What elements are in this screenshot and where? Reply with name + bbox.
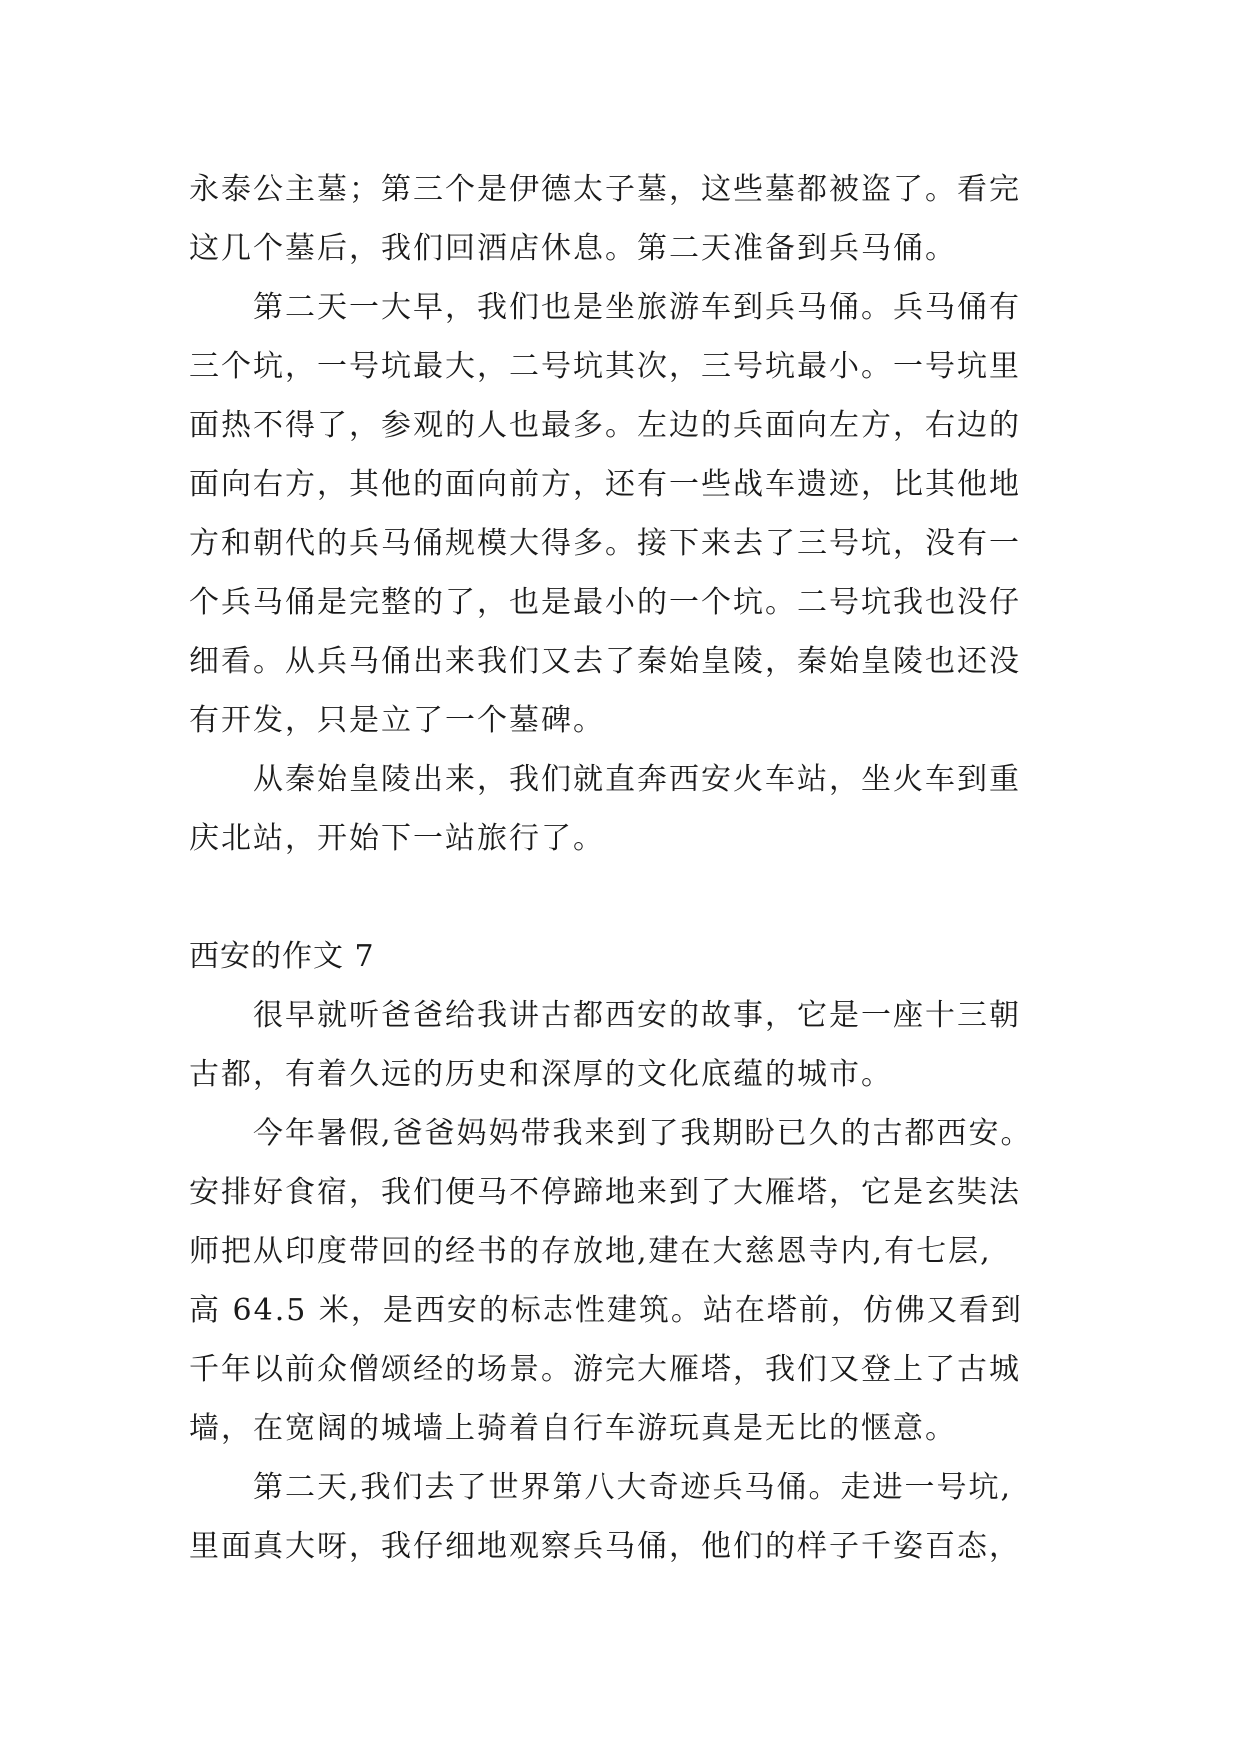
text-line: 有开发，只是立了一个墓碑。	[189, 703, 605, 738]
text-line: 安排好食宿，我们便马不停蹄地来到了大雁塔，它是玄奘法	[189, 1175, 1021, 1210]
text-line: 第二天,我们去了世界第八大奇迹兵马俑。走进一号坑,	[253, 1470, 1013, 1505]
text-line: 细看。从兵马俑出来我们又去了秦始皇陵，秦始皇陵也还没	[189, 644, 1021, 679]
paragraph	[189, 160, 1051, 278]
text-line: 很早就听爸爸给我讲古都西安的故事，它是一座十三朝	[253, 998, 1021, 1033]
paragraph	[189, 278, 1051, 750]
paragraph	[189, 750, 1051, 868]
paragraph	[189, 1458, 1051, 1576]
text-line: 古都，有着久远的历史和深厚的文化底蕴的城市。	[189, 1057, 893, 1092]
text-line: 三个坑，一号坑最大，二号坑其次，三号坑最小。一号坑里	[189, 349, 1021, 384]
text-line: 高 64.5 米，是西安的标志性建筑。站在塔前，仿佛又看到	[189, 1293, 1023, 1328]
section-heading	[189, 927, 1051, 986]
paragraph	[189, 986, 1051, 1104]
text-line: 里面真大呀，我仔细地观察兵马俑，他们的样子千姿百态，	[189, 1529, 1021, 1564]
text-line: 方和朝代的兵马俑规模大得多。接下来去了三号坑，没有一	[189, 526, 1021, 561]
text-line: 个兵马俑是完整的了，也是最小的一个坑。二号坑我也没仔	[189, 585, 1021, 620]
text-line: 永泰公主墓；第三个是伊德太子墓，这些墓都被盗了。看完	[189, 172, 1021, 207]
text-line: 面向右方，其他的面向前方，还有一些战车遗迹，比其他地	[189, 467, 1021, 502]
text-line: 千年以前众僧颂经的场景。游完大雁塔，我们又登上了古城	[189, 1352, 1021, 1387]
document-body	[189, 160, 1051, 1576]
text-line: 从秦始皇陵出来，我们就直奔西安火车站，坐火车到重	[253, 762, 1021, 797]
text-line: 面热不得了，参观的人也最多。左边的兵面向左方，右边的	[189, 408, 1021, 443]
heading-text: 西安的作文 7	[189, 939, 375, 974]
text-line: 庆北站，开始下一站旅行了。	[189, 821, 605, 856]
text-line: 这几个墓后，我们回酒店休息。第二天准备到兵马俑。	[189, 231, 957, 266]
text-line: 第二天一大早，我们也是坐旅游车到兵马俑。兵马俑有	[253, 290, 1021, 325]
text-line: 墙，在宽阔的城墙上骑着自行车游玩真是无比的惬意。	[189, 1411, 957, 1446]
paragraph	[189, 1104, 1051, 1458]
text-line: 师把从印度带回的经书的存放地,建在大慈恩寺内,有七层,	[189, 1234, 992, 1269]
text-line: 今年暑假,爸爸妈妈带我来到了我期盼已久的古都西安。	[253, 1116, 1033, 1151]
